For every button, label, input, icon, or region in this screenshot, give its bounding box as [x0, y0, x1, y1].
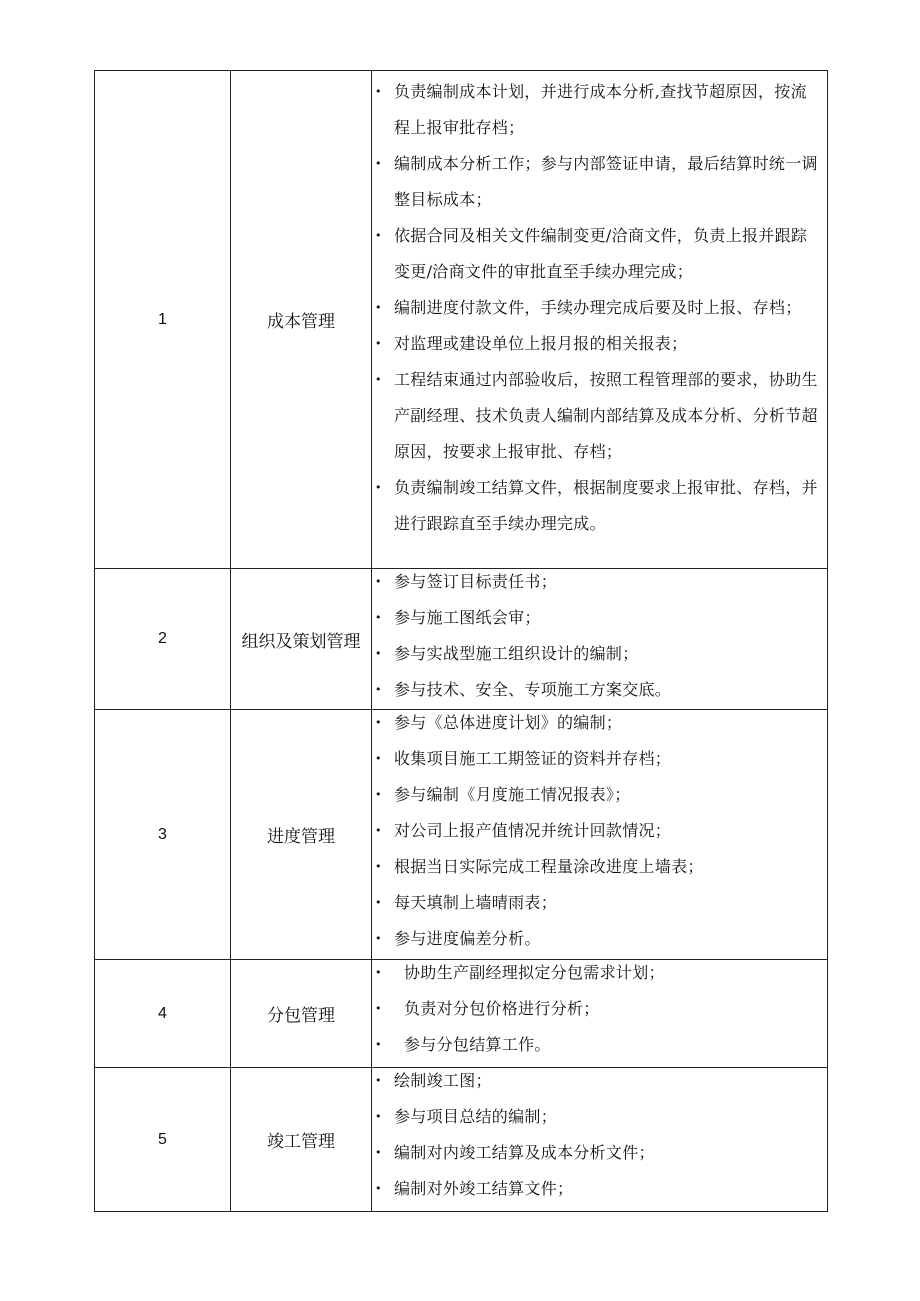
duty-text: 对公司上报产值情况并统计回款情况； — [394, 821, 672, 840]
bullet-icon: • — [375, 229, 382, 242]
table-row — [95, 71, 828, 569]
category-cell: 进度管理 — [231, 710, 372, 960]
responsibility-table — [94, 70, 828, 1212]
list-item — [372, 290, 827, 326]
list-item — [372, 600, 827, 636]
category-cell: 组织及策划管理 — [231, 569, 372, 710]
list-item — [372, 849, 827, 885]
list-item — [372, 362, 827, 470]
duty-text: 参与分包结算工作。 — [404, 1035, 551, 1054]
duty-text: 对监理或建设单位上报月报的相关报表； — [394, 334, 688, 353]
duty-list — [372, 1063, 827, 1207]
bullet-icon: • — [375, 337, 382, 350]
row-number: 3 — [95, 710, 231, 960]
category-cell: 分包管理 — [231, 960, 372, 1068]
list-item — [372, 636, 827, 672]
duties-cell — [372, 710, 828, 960]
bullet-icon: • — [375, 1146, 382, 1159]
bullet-icon: • — [375, 1074, 382, 1087]
duty-text: 参与施工图纸会审； — [394, 608, 541, 627]
bullet-icon: • — [375, 373, 382, 386]
duty-list — [372, 74, 827, 542]
list-item — [372, 326, 827, 362]
list-item — [372, 991, 827, 1027]
duty-text: 编制对外竣工结算文件； — [394, 1179, 574, 1198]
duty-text: 参与进度偏差分析。 — [394, 929, 541, 948]
list-item — [372, 218, 827, 290]
list-item — [372, 885, 827, 921]
row-number: 5 — [95, 1068, 231, 1212]
list-item — [372, 1063, 827, 1099]
duty-text: 协助生产副经理拟定分包需求计划； — [404, 963, 665, 982]
bullet-icon: • — [375, 1110, 382, 1123]
duty-text: 绘制竣工图； — [394, 1071, 492, 1090]
list-item — [372, 1135, 827, 1171]
list-item — [372, 813, 827, 849]
list-item — [372, 1099, 827, 1135]
duty-text: 编制成本分析工作；参与内部签证申请，最后结算时统一调整目标成本； — [394, 154, 818, 209]
bullet-icon: • — [375, 896, 382, 909]
duty-list — [372, 705, 827, 957]
bullet-icon: • — [375, 716, 382, 729]
list-item — [372, 470, 827, 542]
duty-text: 负责编制成本计划，并进行成本分析,查找节超原因，按流程上报审批存档； — [394, 82, 807, 137]
duty-text: 参与签订目标责任书； — [394, 572, 558, 591]
table-row — [95, 960, 828, 1068]
category-cell: 成本管理 — [231, 71, 372, 569]
bullet-icon: • — [375, 860, 382, 873]
duty-list — [372, 564, 827, 708]
table-row — [95, 710, 828, 960]
duty-text: 每天填制上墙晴雨表； — [394, 893, 558, 912]
duties-cell — [372, 1068, 828, 1212]
duty-list — [372, 955, 827, 1063]
duty-text: 编制进度付款文件，手续办理完成后要及时上报、存档； — [394, 298, 802, 317]
list-item — [372, 672, 827, 708]
bullet-icon: • — [375, 788, 382, 801]
bullet-icon: • — [375, 647, 382, 660]
table-row — [95, 1068, 828, 1212]
bullet-icon: • — [375, 752, 382, 765]
list-item — [372, 564, 827, 600]
bullet-icon: • — [375, 611, 382, 624]
category-cell: 竣工管理 — [231, 1068, 372, 1212]
duties-cell — [372, 569, 828, 710]
list-item — [372, 955, 827, 991]
bullet-icon: • — [375, 1002, 382, 1015]
row-number: 2 — [95, 569, 231, 710]
row-number: 1 — [95, 71, 231, 569]
duty-text: 根据当日实际完成工程量涂改进度上墙表； — [394, 857, 704, 876]
list-item — [372, 741, 827, 777]
bullet-icon: • — [375, 301, 382, 314]
list-item — [372, 777, 827, 813]
duties-cell — [372, 71, 828, 569]
duty-text: 编制对内竣工结算及成本分析文件； — [394, 1143, 655, 1162]
duty-text: 负责对分包价格进行分析； — [404, 999, 600, 1018]
duty-text: 收集项目施工工期签证的资料并存档； — [394, 749, 672, 768]
duty-text: 负责编制竣工结算文件，根据制度要求上报审批、存档，并进行跟踪直至手续办理完成。 — [394, 478, 818, 533]
list-item — [372, 921, 827, 957]
bullet-icon: • — [375, 575, 382, 588]
duty-text: 参与《总体进度计划》的编制； — [394, 713, 623, 732]
list-item — [372, 1027, 827, 1063]
duty-text: 参与技术、安全、专项施工方案交底。 — [394, 680, 672, 699]
bullet-icon: • — [375, 85, 382, 98]
duty-text: 参与编制《月度施工情况报表》； — [394, 785, 631, 804]
bullet-icon: • — [375, 683, 382, 696]
bullet-icon: • — [375, 932, 382, 945]
list-item — [372, 146, 827, 218]
duties-cell — [372, 960, 828, 1068]
bullet-icon: • — [375, 824, 382, 837]
duty-text: 依据合同及相关文件编制变更/洽商文件，负责上报并跟踪变更/洽商文件的审批直至手续办理完成； — [394, 226, 808, 281]
bullet-icon: • — [375, 1182, 382, 1195]
bullet-icon: • — [375, 966, 382, 979]
row-number: 4 — [95, 960, 231, 1068]
table-row — [95, 569, 828, 710]
bullet-icon: • — [375, 481, 382, 494]
duty-text: 参与项目总结的编制； — [394, 1107, 558, 1126]
bullet-icon: • — [375, 157, 382, 170]
duty-text: 工程结束通过内部验收后，按照工程管理部的要求，协助生产副经理、技术负责人编制内部结算及成本分析、分析节超原因，按要求上报审批、存档； — [394, 370, 818, 461]
bullet-icon: • — [375, 1038, 382, 1051]
duty-text: 参与实战型施工组织设计的编制； — [394, 644, 639, 663]
list-item — [372, 1171, 827, 1207]
list-item — [372, 74, 827, 146]
list-item — [372, 705, 827, 741]
